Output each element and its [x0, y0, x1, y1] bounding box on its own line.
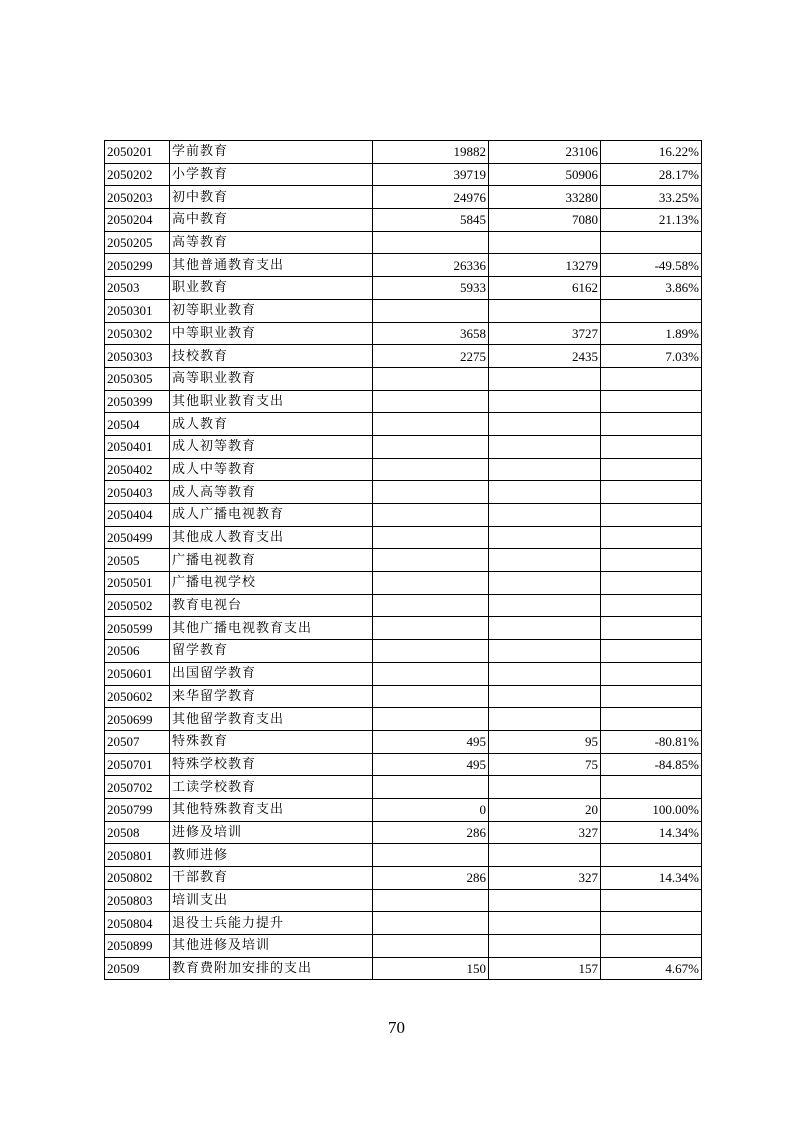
amount-cell: 2435 [489, 345, 601, 368]
subject-code-cell: 20503 [105, 277, 170, 300]
amount-cell [489, 708, 601, 731]
amount-cell [489, 662, 601, 685]
amount-cell: 3727 [489, 322, 601, 345]
subject-name-cell: 退役士兵能力提升 [170, 912, 373, 935]
subject-name-cell: 高等教育 [170, 231, 373, 254]
amount-cell: 24976 [373, 186, 489, 209]
subject-code-cell: 20508 [105, 821, 170, 844]
subject-code-cell: 2050501 [105, 572, 170, 595]
change-percent-cell: 7.03% [601, 345, 702, 368]
table-row [105, 231, 702, 254]
change-percent-cell [601, 708, 702, 731]
table-row [105, 662, 702, 685]
change-percent-cell [601, 458, 702, 481]
subject-code-cell: 2050799 [105, 798, 170, 821]
amount-cell [489, 549, 601, 572]
subject-code-cell: 2050202 [105, 163, 170, 186]
amount-cell: 23106 [489, 141, 601, 164]
change-percent-cell: -80.81% [601, 730, 702, 753]
amount-cell: 495 [373, 753, 489, 776]
table-row [105, 753, 702, 776]
table-row [105, 367, 702, 390]
amount-cell: 20 [489, 798, 601, 821]
amount-cell: 327 [489, 867, 601, 890]
amount-cell [489, 458, 601, 481]
subject-code-cell: 2050301 [105, 299, 170, 322]
change-percent-cell: 14.34% [601, 821, 702, 844]
subject-name-cell: 特殊教育 [170, 730, 373, 753]
change-percent-cell [601, 390, 702, 413]
amount-cell [489, 617, 601, 640]
change-percent-cell: 100.00% [601, 798, 702, 821]
amount-cell: 5933 [373, 277, 489, 300]
table-row [105, 867, 702, 890]
amount-cell: 7080 [489, 209, 601, 232]
subject-name-cell: 出国留学教育 [170, 662, 373, 685]
subject-code-cell: 20506 [105, 640, 170, 663]
table-row [105, 299, 702, 322]
subject-name-cell: 成人中等教育 [170, 458, 373, 481]
table-row [105, 640, 702, 663]
table-row [105, 277, 702, 300]
subject-name-cell: 成人高等教育 [170, 481, 373, 504]
subject-code-cell: 20504 [105, 413, 170, 436]
subject-name-cell: 高中教育 [170, 209, 373, 232]
table-row [105, 572, 702, 595]
subject-name-cell: 初中教育 [170, 186, 373, 209]
table-row [105, 186, 702, 209]
amount-cell [489, 572, 601, 595]
subject-name-cell: 广播电视学校 [170, 572, 373, 595]
change-percent-cell: 21.13% [601, 209, 702, 232]
table-row [105, 435, 702, 458]
amount-cell: 0 [373, 798, 489, 821]
amount-cell [373, 912, 489, 935]
subject-code-cell: 2050801 [105, 844, 170, 867]
amount-cell [373, 390, 489, 413]
subject-code-cell: 2050802 [105, 867, 170, 890]
subject-name-cell: 广播电视教育 [170, 549, 373, 572]
subject-code-cell: 2050299 [105, 254, 170, 277]
subject-name-cell: 中等职业教育 [170, 322, 373, 345]
amount-cell: 157 [489, 957, 601, 980]
change-percent-cell [601, 367, 702, 390]
amount-cell [489, 889, 601, 912]
table-row [105, 254, 702, 277]
change-percent-cell [601, 299, 702, 322]
amount-cell [373, 526, 489, 549]
subject-code-cell: 2050701 [105, 753, 170, 776]
amount-cell: 6162 [489, 277, 601, 300]
amount-cell: 19882 [373, 141, 489, 164]
subject-code-cell: 2050899 [105, 935, 170, 958]
subject-name-cell: 学前教育 [170, 141, 373, 164]
subject-code-cell: 2050702 [105, 776, 170, 799]
amount-cell: 33280 [489, 186, 601, 209]
subject-name-cell: 教育电视台 [170, 594, 373, 617]
subject-code-cell: 2050303 [105, 345, 170, 368]
subject-name-cell: 其他职业教育支出 [170, 390, 373, 413]
subject-name-cell: 留学教育 [170, 640, 373, 663]
table-row [105, 481, 702, 504]
change-percent-cell: 1.89% [601, 322, 702, 345]
subject-name-cell: 特殊学校教育 [170, 753, 373, 776]
table-row [105, 844, 702, 867]
subject-name-cell: 教育费附加安排的支出 [170, 957, 373, 980]
subject-code-cell: 2050804 [105, 912, 170, 935]
subject-name-cell: 进修及培训 [170, 821, 373, 844]
change-percent-cell: 16.22% [601, 141, 702, 164]
change-percent-cell [601, 526, 702, 549]
change-percent-cell: 4.67% [601, 957, 702, 980]
table-row [105, 141, 702, 164]
amount-cell: 13279 [489, 254, 601, 277]
subject-code-cell: 20507 [105, 730, 170, 753]
subject-name-cell: 其他成人教育支出 [170, 526, 373, 549]
amount-cell [489, 481, 601, 504]
subject-code-cell: 2050201 [105, 141, 170, 164]
change-percent-cell: 28.17% [601, 163, 702, 186]
amount-cell [373, 549, 489, 572]
change-percent-cell [601, 594, 702, 617]
amount-cell: 75 [489, 753, 601, 776]
budget-table-body [105, 141, 702, 980]
change-percent-cell [601, 889, 702, 912]
amount-cell [373, 504, 489, 527]
change-percent-cell [601, 640, 702, 663]
subject-name-cell: 教师进修 [170, 844, 373, 867]
subject-name-cell: 培训支出 [170, 889, 373, 912]
amount-cell [373, 708, 489, 731]
amount-cell: 495 [373, 730, 489, 753]
subject-code-cell: 2050803 [105, 889, 170, 912]
amount-cell [373, 935, 489, 958]
subject-code-cell: 20505 [105, 549, 170, 572]
amount-cell [489, 594, 601, 617]
subject-name-cell: 其他留学教育支出 [170, 708, 373, 731]
change-percent-cell: 33.25% [601, 186, 702, 209]
amount-cell: 286 [373, 821, 489, 844]
table-row [105, 390, 702, 413]
amount-cell [373, 458, 489, 481]
amount-cell: 327 [489, 821, 601, 844]
subject-code-cell: 2050499 [105, 526, 170, 549]
subject-name-cell: 来华留学教育 [170, 685, 373, 708]
amount-cell: 39719 [373, 163, 489, 186]
subject-name-cell: 其他广播电视教育支出 [170, 617, 373, 640]
change-percent-cell [601, 662, 702, 685]
table-row [105, 322, 702, 345]
amount-cell [489, 367, 601, 390]
change-percent-cell [601, 504, 702, 527]
subject-code-cell: 2050205 [105, 231, 170, 254]
amount-cell [373, 685, 489, 708]
subject-code-cell: 2050502 [105, 594, 170, 617]
subject-name-cell: 成人教育 [170, 413, 373, 436]
change-percent-cell [601, 549, 702, 572]
subject-code-cell: 2050401 [105, 435, 170, 458]
table-row [105, 209, 702, 232]
subject-name-cell: 技校教育 [170, 345, 373, 368]
amount-cell [489, 413, 601, 436]
change-percent-cell [601, 935, 702, 958]
change-percent-cell [601, 435, 702, 458]
table-row [105, 708, 702, 731]
change-percent-cell [601, 231, 702, 254]
change-percent-cell [601, 413, 702, 436]
amount-cell [373, 594, 489, 617]
table-row [105, 957, 702, 980]
amount-cell: 3658 [373, 322, 489, 345]
change-percent-cell: -84.85% [601, 753, 702, 776]
budget-table [104, 140, 702, 980]
table-row [105, 798, 702, 821]
table-row [105, 413, 702, 436]
change-percent-cell [601, 481, 702, 504]
amount-cell [373, 617, 489, 640]
subject-code-cell: 2050399 [105, 390, 170, 413]
subject-name-cell: 其他普通教育支出 [170, 254, 373, 277]
subject-name-cell: 其他特殊教育支出 [170, 798, 373, 821]
amount-cell [373, 299, 489, 322]
subject-code-cell: 2050599 [105, 617, 170, 640]
subject-code-cell: 2050699 [105, 708, 170, 731]
subject-name-cell: 初等职业教育 [170, 299, 373, 322]
table-row [105, 458, 702, 481]
amount-cell [373, 776, 489, 799]
amount-cell [373, 413, 489, 436]
amount-cell: 50906 [489, 163, 601, 186]
change-percent-cell: 3.86% [601, 277, 702, 300]
subject-name-cell: 小学教育 [170, 163, 373, 186]
amount-cell: 5845 [373, 209, 489, 232]
amount-cell [489, 776, 601, 799]
subject-name-cell: 干部教育 [170, 867, 373, 890]
table-row [105, 889, 702, 912]
amount-cell [373, 844, 489, 867]
page-number: 70 [388, 1018, 405, 1037]
change-percent-cell [601, 685, 702, 708]
amount-cell [373, 662, 489, 685]
table-row [105, 617, 702, 640]
table-row [105, 821, 702, 844]
amount-cell [373, 889, 489, 912]
subject-name-cell: 成人广播电视教育 [170, 504, 373, 527]
subject-code-cell: 20509 [105, 957, 170, 980]
table-row [105, 912, 702, 935]
amount-cell [489, 299, 601, 322]
subject-code-cell: 2050302 [105, 322, 170, 345]
table-row [105, 549, 702, 572]
amount-cell [489, 504, 601, 527]
amount-cell [373, 231, 489, 254]
table-row [105, 935, 702, 958]
table-row [105, 526, 702, 549]
table-row [105, 685, 702, 708]
amount-cell [489, 390, 601, 413]
change-percent-cell [601, 617, 702, 640]
subject-name-cell: 其他进修及培训 [170, 935, 373, 958]
subject-code-cell: 2050203 [105, 186, 170, 209]
amount-cell [489, 935, 601, 958]
amount-cell: 150 [373, 957, 489, 980]
change-percent-cell: -49.58% [601, 254, 702, 277]
amount-cell: 26336 [373, 254, 489, 277]
subject-code-cell: 2050305 [105, 367, 170, 390]
change-percent-cell [601, 776, 702, 799]
amount-cell [373, 367, 489, 390]
subject-name-cell: 高等职业教育 [170, 367, 373, 390]
amount-cell [373, 481, 489, 504]
subject-code-cell: 2050404 [105, 504, 170, 527]
change-percent-cell [601, 572, 702, 595]
table-row [105, 504, 702, 527]
table-row [105, 730, 702, 753]
subject-code-cell: 2050403 [105, 481, 170, 504]
subject-code-cell: 2050402 [105, 458, 170, 481]
change-percent-cell: 14.34% [601, 867, 702, 890]
change-percent-cell [601, 912, 702, 935]
amount-cell [489, 912, 601, 935]
subject-code-cell: 2050204 [105, 209, 170, 232]
amount-cell: 95 [489, 730, 601, 753]
subject-name-cell: 职业教育 [170, 277, 373, 300]
amount-cell: 2275 [373, 345, 489, 368]
amount-cell [373, 572, 489, 595]
subject-code-cell: 2050602 [105, 685, 170, 708]
amount-cell [489, 526, 601, 549]
amount-cell [373, 435, 489, 458]
amount-cell [489, 231, 601, 254]
table-row [105, 163, 702, 186]
table-row [105, 594, 702, 617]
subject-name-cell: 成人初等教育 [170, 435, 373, 458]
change-percent-cell [601, 844, 702, 867]
table-row [105, 776, 702, 799]
table-row [105, 345, 702, 368]
amount-cell [489, 844, 601, 867]
amount-cell [489, 640, 601, 663]
amount-cell: 286 [373, 867, 489, 890]
subject-code-cell: 2050601 [105, 662, 170, 685]
amount-cell [489, 685, 601, 708]
subject-name-cell: 工读学校教育 [170, 776, 373, 799]
amount-cell [373, 640, 489, 663]
amount-cell [489, 435, 601, 458]
